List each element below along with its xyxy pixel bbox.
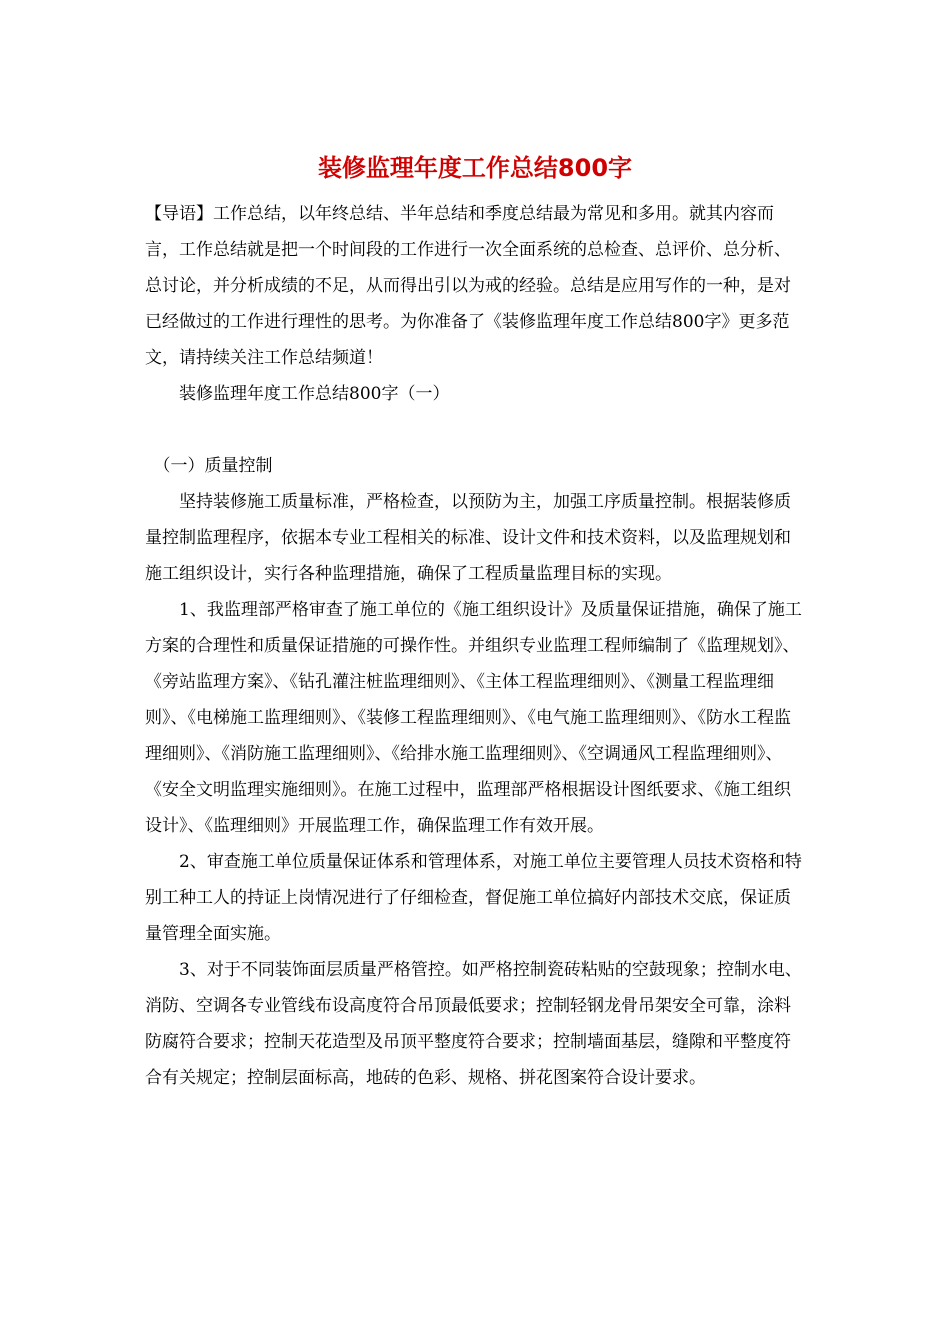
body-paragraph: 3、对于不同装饰面层质量严格管控。如严格控制瓷砖粘贴的空鼓现象；控制水电、消防、空调各专业管线布设高度符合吊顶最低要求；控制轻钢龙骨吊架安全可靠，涂料防腐符合要求；控制天花造型及吊顶平整度符合要求；控制墙面基层，缝隙和平整度符合有关规定；控制层面标高，地砖的色彩、规格、拼花图案符合设计要求。: [145, 960, 802, 1088]
body-paragraph: 1、我监理部严格审查了施工单位的《施工组织设计》及质量保证措施，确保了施工方案的合理性和质量保证措施的可操作性。并组织专业监理工程师编制了《监理规划》、《旁站监理方案》、《钻孔灌注桩监理细则》、《主体工程监理细则》、《测量工程监理细则》、《电梯施工监理细则》、《装修工程监理细则》、《电气施工监理细则》、《防水工程监理细则》、《消防施工监理细则》、《给排水施工监理细则》、《空调通风工程监理细则》、《安全文明监理实施细则》。在施工过程中，监理部严格根据设计图纸要求、《施工组织设计》、《监理细则》开展监理工作，确保监理工作有效开展。: [145, 600, 802, 836]
body-paragraph: 坚持装修施工质量标准，严格检查，以预防为主，加强工序质量控制。根据装修质量控制监理程序，依据本专业工程相关的标准、设计文件和技术资料，以及监理规划和施工组织设计，实行各种监理措施，确保了工程质量监理目标的实现。: [145, 492, 791, 584]
intro-paragraph: 【导语】工作总结，以年终总结、半年总结和季度总结最为常见和多用。就其内容而言，工作总结就是把一个时间段的工作进行一次全面系统的总检查、总评价、总分析、总讨论，并分析成绩的不足，从而得出引以为戒的经验。总结是应用写作的一种，是对已经做过的工作进行理性的思考。为你准备了《装修监理年度工作总结800字》更多范文，请持续关注工作总结频道！: [145, 204, 791, 368]
document-title: 装修监理年度工作总结800字: [317, 154, 633, 182]
document-body: [145, 196, 805, 1096]
body-paragraph: 2、审查施工单位质量保证体系和管理体系，对施工单位主要管理人员技术资格和特别工种工人的持证上岗情况进行了仔细检查，督促施工单位搞好内部技术交底，保证质量管理全面实施。: [145, 852, 802, 944]
section-heading: （一）质量控制: [153, 456, 273, 476]
blank-line: [145, 412, 805, 448]
article-subtitle: 装修监理年度工作总结800字（一）: [179, 384, 450, 404]
